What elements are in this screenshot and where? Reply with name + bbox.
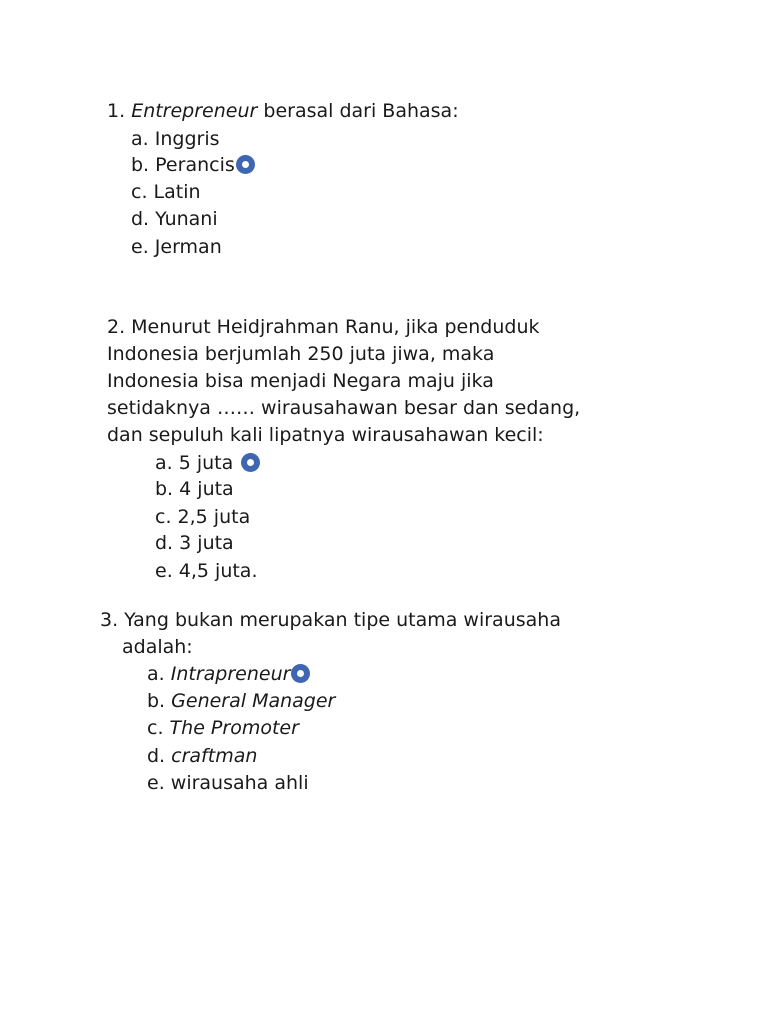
answer-marker-icon	[236, 155, 255, 174]
option-letter: c.	[131, 181, 148, 203]
option-text: Intrapreneur	[170, 663, 291, 685]
option-letter: b.	[155, 478, 174, 500]
option-text: craftman	[171, 745, 258, 767]
question-1-stem-italic: Entrepreneur	[131, 100, 258, 122]
question-2-option-b	[155, 477, 234, 501]
question-3-option-d	[147, 744, 257, 768]
question-2-option-a	[155, 451, 260, 475]
question-3-option-c	[147, 716, 299, 740]
option-text: Yunani	[155, 208, 218, 230]
question-1-stem	[107, 99, 459, 123]
option-text: The Promoter	[169, 717, 299, 739]
question-1-option-e	[131, 235, 222, 259]
option-letter: d.	[131, 208, 150, 230]
question-2-stem-line: Indonesia berjumlah 250 juta jiwa, maka	[107, 343, 495, 365]
option-letter: b.	[147, 690, 166, 712]
question-1-option-b	[131, 153, 255, 177]
option-text: Jerman	[154, 236, 222, 258]
option-text: wirausaha ahli	[170, 772, 309, 794]
question-2-stem-line: Indonesia bisa menjadi Negara maju jika	[107, 370, 494, 392]
question-2-option-d	[155, 531, 234, 555]
question-1-option-c	[131, 180, 201, 204]
option-letter: e.	[131, 236, 149, 258]
question-3-option-e	[147, 771, 309, 795]
option-text: 4 juta	[179, 478, 234, 500]
option-letter: c.	[155, 506, 172, 528]
question-1-option-d	[131, 207, 218, 231]
option-text: Latin	[153, 181, 201, 203]
answer-marker-icon	[291, 664, 310, 683]
option-text: Perancis	[155, 154, 235, 176]
option-letter: a.	[147, 663, 165, 685]
question-2-option-c	[155, 505, 250, 529]
question-3-stem-line: 3. Yang bukan merupakan tipe utama wirausaha	[100, 609, 561, 631]
option-text: 3 juta	[179, 532, 234, 554]
option-text: 2,5 juta	[177, 506, 251, 528]
question-3-option-a	[147, 662, 310, 686]
question-3-stem-line: adalah:	[122, 636, 193, 658]
option-letter: a.	[131, 128, 149, 150]
question-1-number: 1.	[107, 100, 126, 122]
question-1-option-a	[131, 127, 220, 151]
option-letter: d.	[147, 745, 166, 767]
option-text: 4,5 juta.	[178, 560, 258, 582]
question-2-option-e	[155, 559, 258, 583]
question-2-stem-line: 2. Menurut Heidjrahman Ranu, jika penduduk	[107, 316, 540, 338]
option-letter: a.	[155, 452, 173, 474]
option-letter: e.	[155, 560, 173, 582]
question-3-option-b	[147, 689, 335, 713]
option-letter: d.	[155, 532, 174, 554]
option-letter: c.	[147, 717, 164, 739]
option-letter: b.	[131, 154, 150, 176]
option-letter: e.	[147, 772, 165, 794]
option-text: Inggris	[154, 128, 220, 150]
answer-marker-icon	[241, 453, 260, 472]
question-2-stem-line: dan sepuluh kali lipatnya wirausahawan kecil:	[107, 424, 544, 446]
question-1-stem-rest: berasal dari Bahasa:	[263, 100, 459, 122]
option-text: General Manager	[171, 690, 336, 712]
question-2-stem-line: setidaknya …… wirausahawan besar dan sedang,	[107, 397, 581, 419]
option-text: 5 juta	[178, 452, 234, 474]
